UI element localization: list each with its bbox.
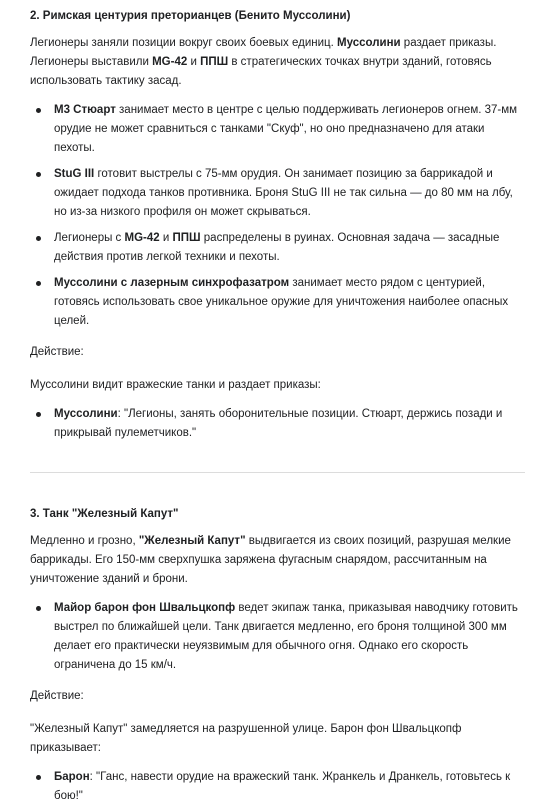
item-text: распределены в руинах. Основная задача — засадные действия против легкой техники и пехоты. <box>54 232 500 263</box>
item-bold: M3 Стюарт <box>54 104 116 116</box>
intro-text: выдвигается из своих позиций, разрушая мелкие баррикады. Его 150-мм сверхпушка заряжена фугасным снарядом, рассчитанным на уничтожение зданий и брони. <box>30 535 511 585</box>
item-bold: Муссолини с лазерным синхрофазатром <box>54 277 290 289</box>
crew-list <box>30 599 525 675</box>
list-item <box>30 599 525 675</box>
item-text: Легионеры с <box>54 232 125 244</box>
item-bold: MG-42 <box>124 232 160 244</box>
intro-text: и <box>187 56 201 68</box>
section-divider <box>30 472 525 473</box>
intro-bold-tank-name: "Железный Капут" <box>138 535 246 547</box>
list-item <box>30 101 525 158</box>
list-item <box>30 229 525 267</box>
intro-text: Легионеры заняли позиции вокруг своих боевых единиц. <box>30 37 337 49</box>
units-list <box>30 101 525 331</box>
section-intro-paragraph <box>30 34 525 91</box>
section-heading-praetorian-century <box>30 8 525 24</box>
action-label: Действие: <box>30 690 84 702</box>
quote-list <box>30 405 525 443</box>
item-bold: Муссолини <box>54 408 118 420</box>
list-item <box>30 768 525 806</box>
intro-bold-mussolini: Муссолини <box>337 37 401 49</box>
item-bold: Барон <box>54 771 90 783</box>
action-text: Муссолини видит вражеские танки и раздает приказы: <box>30 379 321 391</box>
intro-bold-mg42: MG-42 <box>152 56 188 68</box>
item-text: занимает место рядом с центурией, готовясь использовать свое уникальное оружие для уничтожения наиболее опасных целей. <box>54 277 509 327</box>
item-bold: ППШ <box>172 232 201 244</box>
section-title: 2. Римская центурия преторианцев (Бенито Муссолини) <box>30 10 351 22</box>
list-item <box>30 274 525 331</box>
action-label: Действие: <box>30 346 84 358</box>
action-text: "Железный Капут" замедляется на разрушенной улице. Барон фон Швальцкопф приказывает: <box>30 723 462 754</box>
section-intro-paragraph <box>30 532 525 589</box>
section-heading-iron-kaput <box>30 506 525 522</box>
list-item <box>30 405 525 443</box>
list-item <box>30 165 525 222</box>
quote-list <box>30 768 525 806</box>
item-text: : "Ганс, навести орудие на вражеский танк. Жранкель и Дранкель, готовьтесь к бою!" <box>54 771 511 802</box>
item-text: : "Легионы, занять оборонительные позиции. Стюарт, держись позади и прикрывай пулеметчиков." <box>54 408 503 439</box>
item-text: занимает место в центре с целью поддерживать легионеров огнем. 37-мм орудие не может сравниться с танками "Скуф", но оно предназначено для атаки пехоты. <box>54 104 518 154</box>
intro-bold-ppsh: ППШ <box>200 56 229 68</box>
item-text: готовит выстрелы с 75-мм орудия. Он занимает позицию за баррикадой и ожидает подхода танков противника. Броня StuG III не так сильна — до 80 мм на лбу, но из-за низкого профиля он может скрываться. <box>54 168 513 218</box>
item-bold: Майор барон фон Швальцкопф <box>54 602 236 614</box>
item-text: и <box>159 232 173 244</box>
intro-text: в стратегических точках внутри зданий, готовясь использовать тактику засад. <box>30 56 492 87</box>
section-title: 3. Танк "Железный Капут" <box>30 508 179 520</box>
intro-text: раздает приказы. Легионеры выставили <box>30 37 497 68</box>
item-text: ведет экипаж танка, приказывая наводчику готовить выстрел по ближайшей цели. Танк двигается медленно, его броня толщиной 300 мм делает его практически неуязвимым для обычного огня. Однако его скорость ограничена до 15 км/ч. <box>54 602 518 671</box>
item-bold: StuG III <box>54 168 95 180</box>
intro-text: Медленно и грозно, <box>30 535 139 547</box>
